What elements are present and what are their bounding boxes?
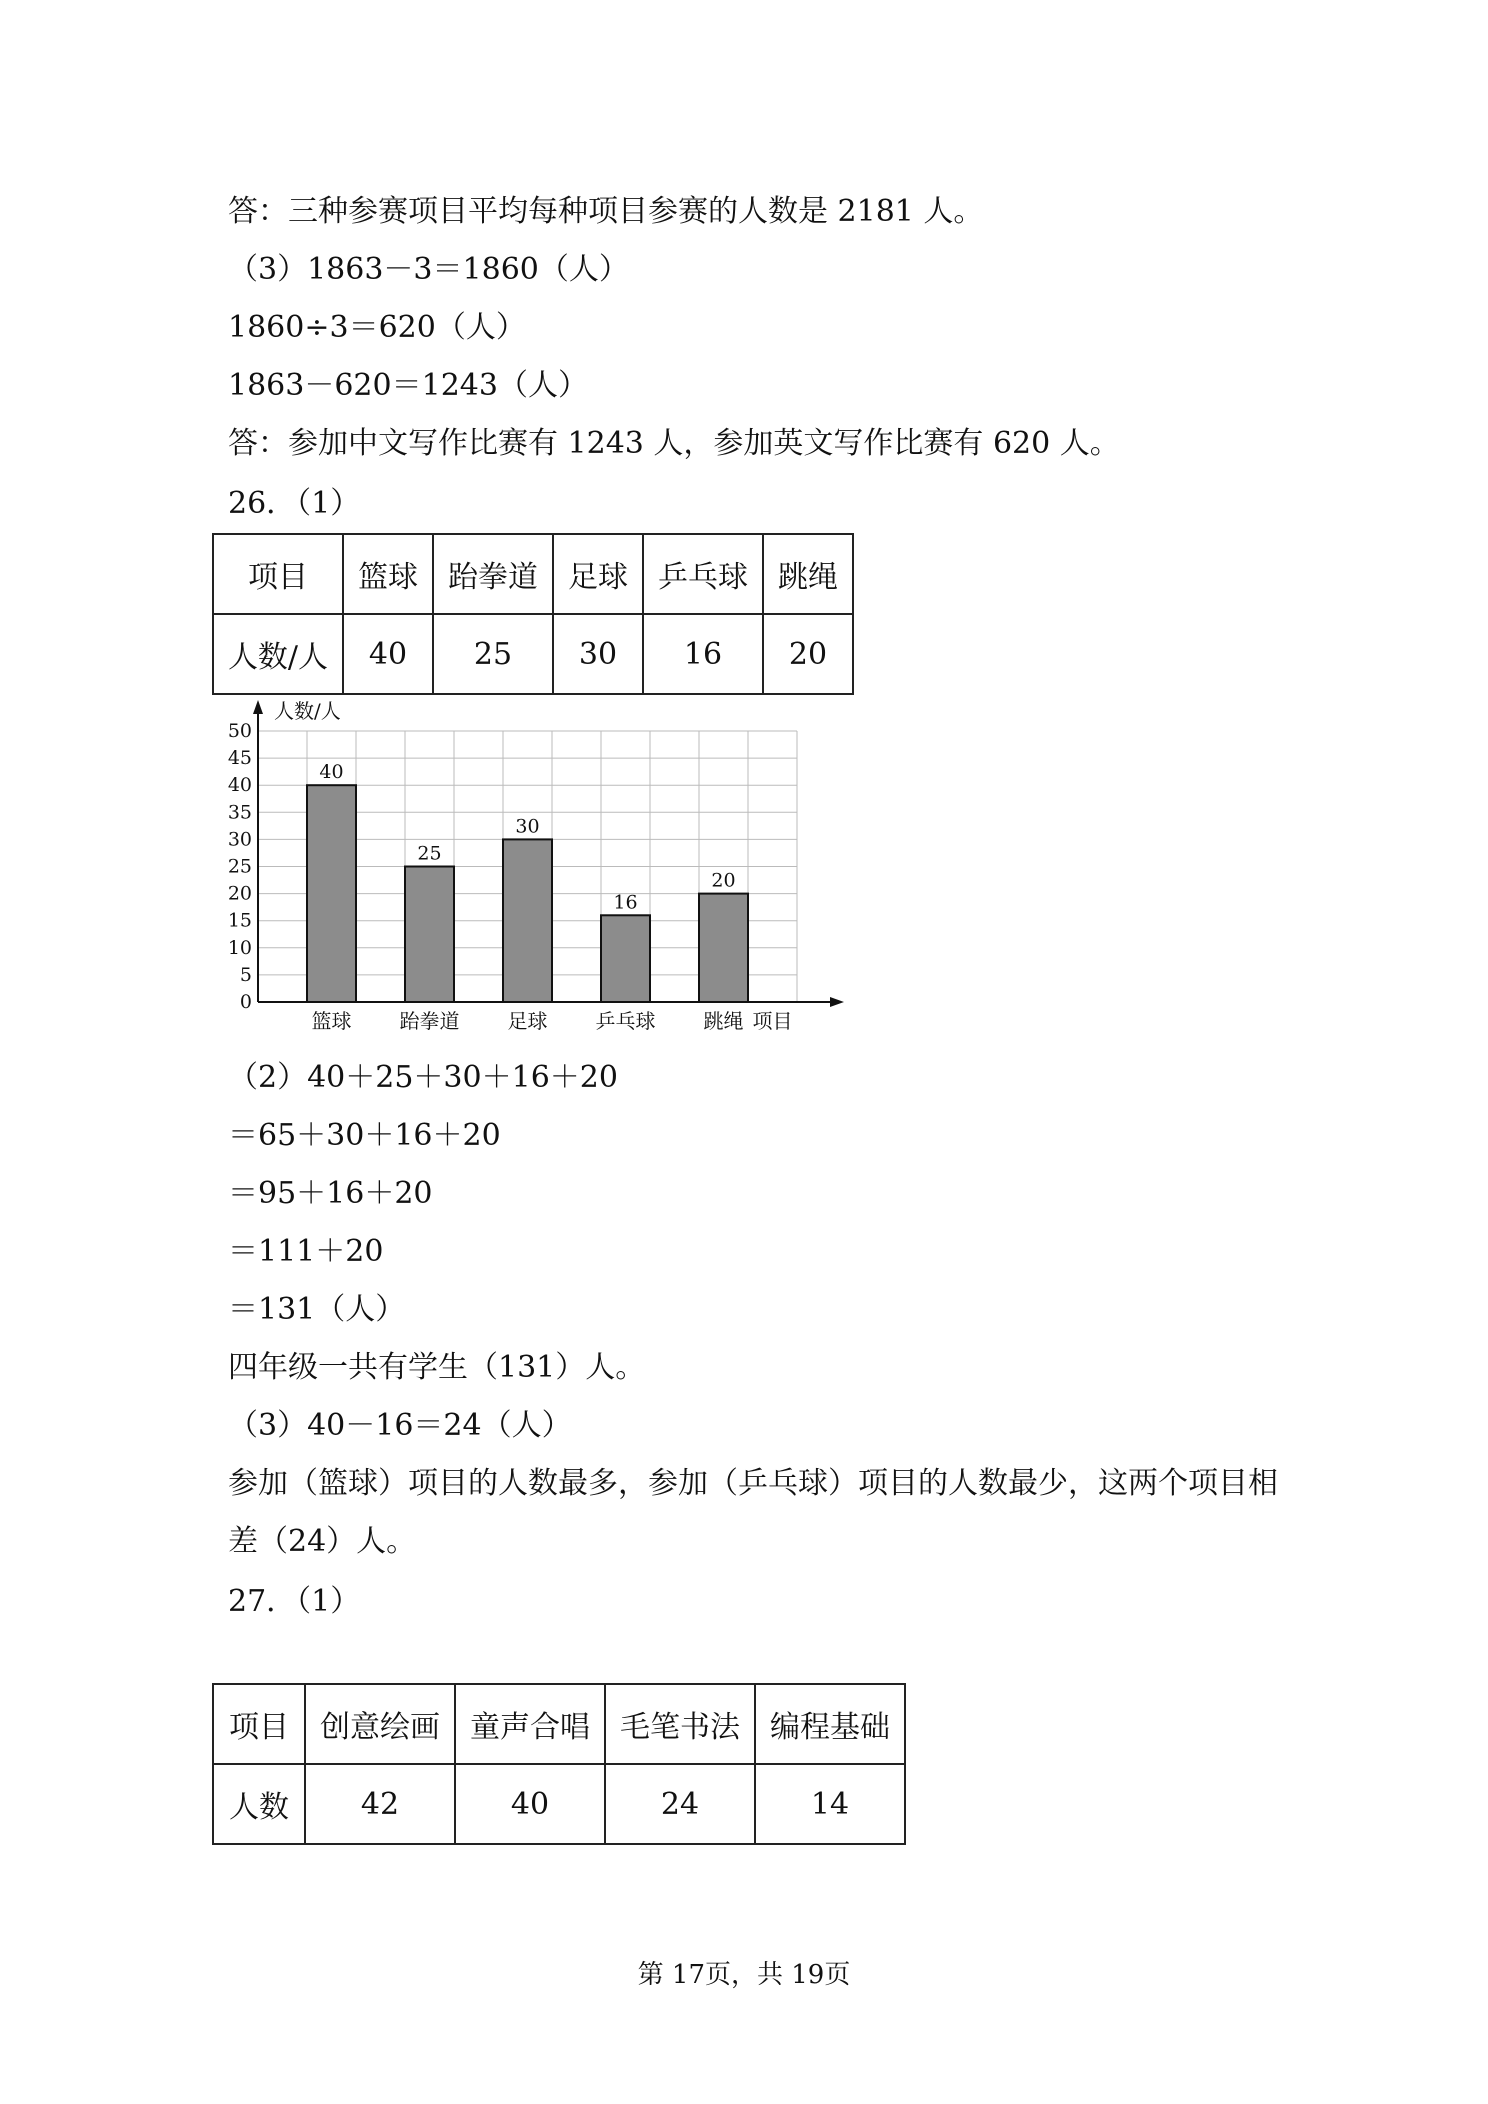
table-cell: 14 bbox=[755, 1764, 905, 1844]
x-axis-arrow bbox=[830, 997, 844, 1007]
table-row bbox=[213, 1764, 905, 1844]
equation-line: 1863－620＝1243（人） bbox=[228, 368, 588, 403]
sports-table bbox=[212, 533, 854, 695]
table-cell: 创意绘画 bbox=[305, 1684, 455, 1764]
table-cell: 42 bbox=[305, 1764, 455, 1844]
x-tick-label: 跳绳 bbox=[703, 1009, 744, 1033]
equation-line: （3）40－16＝24（人） bbox=[228, 1408, 572, 1443]
table-cell: 跳绳 bbox=[763, 534, 853, 614]
bar-5 bbox=[699, 894, 748, 1002]
question-number: 26．（1） bbox=[228, 486, 361, 521]
table-cell: 人数 bbox=[213, 1764, 305, 1844]
x-tick-label: 足球 bbox=[507, 1009, 548, 1033]
bar-value-label: 30 bbox=[515, 815, 540, 838]
table-cell: 40 bbox=[343, 614, 433, 694]
y-tick-label: 30 bbox=[227, 828, 252, 851]
table-cell: 30 bbox=[553, 614, 643, 694]
table-cell: 25 bbox=[433, 614, 553, 694]
y-tick-label: 0 bbox=[239, 991, 252, 1013]
table-cell: 毛笔书法 bbox=[605, 1684, 755, 1764]
answer-line: 四年级一共有学生（131）人。 bbox=[228, 1350, 646, 1385]
equation-line: ＝65＋30＋16＋20 bbox=[228, 1118, 501, 1153]
bar-3 bbox=[503, 839, 552, 1002]
table-row bbox=[213, 614, 853, 694]
y-tick-label: 25 bbox=[227, 855, 252, 878]
bar-value-label: 20 bbox=[711, 869, 736, 892]
table-cell: 40 bbox=[455, 1764, 605, 1844]
table-cell: 篮球 bbox=[343, 534, 433, 614]
bar-chart bbox=[200, 696, 860, 1046]
y-tick-label: 40 bbox=[227, 774, 252, 797]
equation-line: （3）1863－3＝1860（人） bbox=[228, 252, 629, 287]
x-tick-label: 篮球 bbox=[311, 1009, 352, 1033]
equation-line: ＝131（人） bbox=[228, 1292, 406, 1327]
table-cell: 跆拳道 bbox=[433, 534, 553, 614]
equation-line: （2）40＋25＋30＋16＋20 bbox=[228, 1060, 618, 1095]
table-row bbox=[213, 1684, 905, 1764]
equation-line: ＝95＋16＋20 bbox=[228, 1176, 433, 1211]
table-cell: 项目 bbox=[213, 1684, 305, 1764]
y-tick-label: 15 bbox=[227, 909, 252, 932]
y-axis-title: 人数/人 bbox=[274, 699, 341, 723]
y-tick-label: 35 bbox=[227, 801, 252, 824]
question-number: 27．（1） bbox=[228, 1584, 361, 1619]
y-tick-label: 5 bbox=[239, 963, 252, 986]
table-cell: 编程基础 bbox=[755, 1684, 905, 1764]
x-tick-label: 乒乓球 bbox=[595, 1009, 656, 1033]
answer-line: 差（24）人。 bbox=[228, 1524, 417, 1559]
activities-table bbox=[212, 1683, 906, 1845]
bar-value-label: 16 bbox=[613, 891, 638, 914]
answer-line: 答：三种参赛项目平均每种项目参赛的人数是 2181 人。 bbox=[228, 194, 984, 229]
y-tick-label: 45 bbox=[227, 747, 252, 770]
y-tick-label: 20 bbox=[227, 882, 252, 905]
table-cell: 项目 bbox=[213, 534, 343, 614]
answer-line: 答：参加中文写作比赛有 1243 人，参加英文写作比赛有 620 人。 bbox=[228, 426, 1120, 461]
equation-line: ＝111＋20 bbox=[228, 1234, 384, 1269]
answer-line: 参加（篮球）项目的人数最多，参加（乒乓球）项目的人数最少，这两个项目相 bbox=[228, 1466, 1278, 1501]
y-axis-arrow bbox=[253, 700, 263, 714]
equation-line: 1860÷3＝620（人） bbox=[228, 310, 526, 345]
bar-value-label: 40 bbox=[319, 761, 344, 784]
bar-value-label: 25 bbox=[417, 842, 442, 865]
table-cell: 24 bbox=[605, 1764, 755, 1844]
page-footer: 第 17页，共 19页 bbox=[637, 1960, 851, 1990]
y-tick-label: 10 bbox=[227, 936, 252, 959]
table-cell: 童声合唱 bbox=[455, 1684, 605, 1764]
x-tick-label: 跆拳道 bbox=[399, 1009, 460, 1033]
table-cell: 足球 bbox=[553, 534, 643, 614]
table-cell: 人数/人 bbox=[213, 614, 343, 694]
table-cell: 16 bbox=[643, 614, 763, 694]
table-cell: 20 bbox=[763, 614, 853, 694]
table-cell: 乒乓球 bbox=[643, 534, 763, 614]
x-axis-title: 项目 bbox=[752, 1009, 793, 1033]
bar-1 bbox=[307, 785, 356, 1002]
y-tick-label: 50 bbox=[227, 720, 252, 742]
bar-4 bbox=[601, 915, 650, 1002]
table-row bbox=[213, 534, 853, 614]
bar-2 bbox=[405, 867, 454, 1003]
